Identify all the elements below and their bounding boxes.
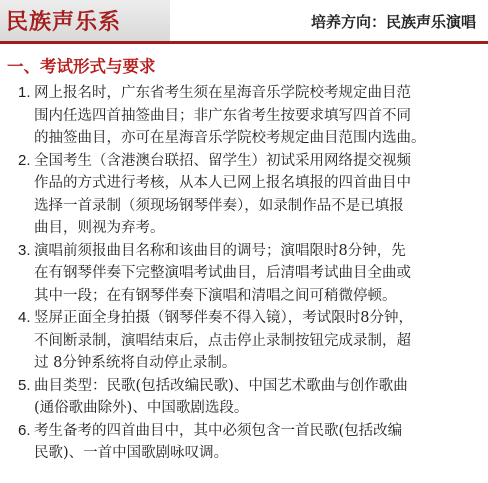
item-number: 1. (18, 84, 31, 101)
item-text (34, 82, 480, 150)
header-tab (0, 0, 170, 41)
item-line: 围内任选四首抽签曲目；非广东省考生按要求填写四首不同 (34, 107, 411, 124)
item-text (34, 150, 480, 240)
department-title: 民族声乐系 (6, 10, 122, 35)
item-line: 全国考生（含港澳台联招、留学生）初试采用网络提交视频 (34, 152, 411, 169)
item-number: 2. (18, 151, 31, 169)
item-text (34, 420, 480, 465)
item-line: 民歌)、一首中国歌剧咏叹调。 (34, 445, 229, 461)
item-number: 4. (18, 309, 31, 326)
item-line: 曲目，则视为弃考。 (34, 220, 165, 236)
list-item (18, 420, 480, 465)
item-line: 考生备考的四首曲目中，其中必须包含一首民歌(包括改编 (34, 422, 403, 439)
training-direction: 培养方向：民族声乐演唱 (310, 13, 476, 31)
item-line: 作品的方式进行考核，从本人已网上报名填报的四首曲目中 (34, 175, 411, 191)
list-item (18, 240, 480, 308)
item-line: 选择一首录制（须现场钢琴伴奏），如录制作品不是已填报 (34, 197, 404, 214)
item-text (34, 307, 480, 375)
section-title: 一、考试形式与要求 (7, 57, 156, 76)
item-number: 6. (18, 421, 31, 439)
list-item (18, 375, 480, 420)
item-number: 3. (18, 241, 31, 259)
item-number: 5. (18, 376, 31, 394)
item-line: 曲目类型：民歌(包括改编民歌)、中国艺术歌曲与创作歌曲 (34, 377, 408, 394)
item-line: 演唱前须报曲目名称和该曲目的调号；演唱限时8分钟，先 (34, 242, 406, 259)
requirements-list (18, 82, 480, 465)
list-item (18, 82, 480, 150)
list-item (18, 307, 480, 375)
item-line: 过 8分钟系统将自动停止录制。 (34, 355, 237, 371)
item-line: 竖屏正面全身拍摄（钢琴伴奏不得入镜），考试限时8分钟， (34, 310, 413, 326)
item-text (34, 240, 480, 308)
item-line: 不间断录制，演唱结束后，点击停止录制按钮完成录制，超 (34, 332, 411, 349)
item-line: 在有钢琴伴奏下完整演唱考试曲目，后清唱考试曲目全曲或 (34, 265, 411, 281)
item-line: 网上报名时，广东省考生须在星海音乐学院校考规定曲目范 (34, 85, 411, 101)
item-text (34, 375, 480, 420)
item-line: 其中一段；在有钢琴伴奏下演唱和清唱之间可稍微停顿。 (34, 287, 397, 304)
item-line: (通俗歌曲除外)、中国歌剧选段。 (34, 400, 249, 416)
list-item (18, 150, 480, 240)
item-line: 的抽签曲目，亦可在星海音乐学院校考规定曲目范围内选曲。 (34, 130, 426, 146)
header-bar (0, 0, 488, 44)
